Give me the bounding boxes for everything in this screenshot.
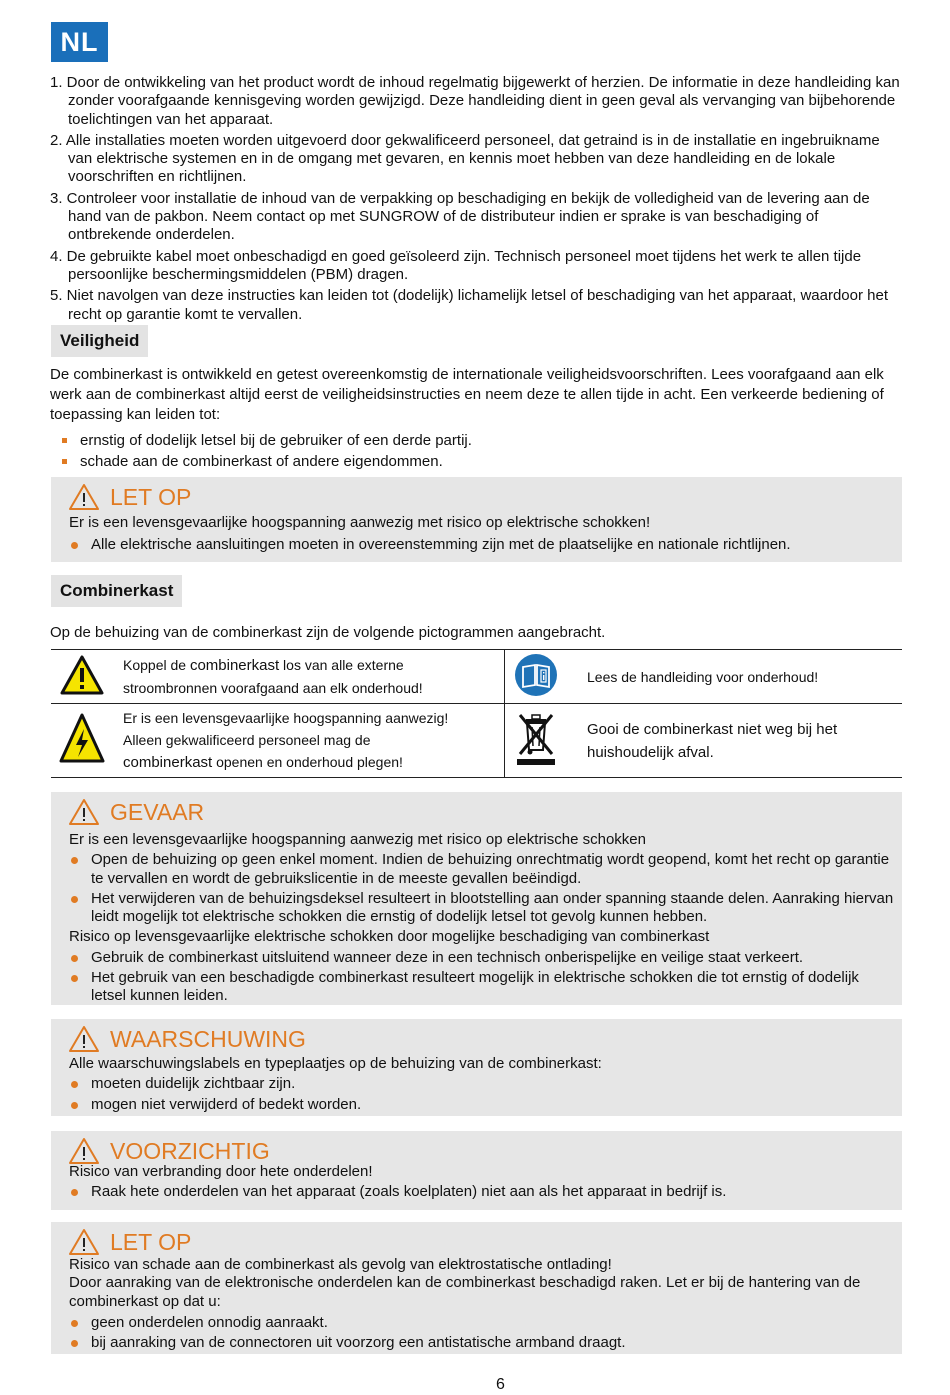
warning-icon: [68, 798, 100, 826]
caution-box: [51, 1131, 902, 1210]
notice-line: Risico van schade aan de combinerkast als gevolg van elektrostatische ontlading!: [69, 1256, 612, 1273]
intro-list: [50, 74, 900, 327]
warning-title: [68, 1025, 306, 1053]
section-heading-safety: Veiligheid: [51, 325, 148, 357]
danger-title-text: GEVAAR: [110, 798, 205, 825]
warning-title-text: WAARSCHUWING: [110, 1025, 306, 1052]
list-item: 3. Controleer voor installatie de inhoud van de verpakking op beschadiging en bekijk de volledigheid van de levering aan de hand van de pakbon. Neem contact op met SUNGROW of de distributeur indien er sprake is van beschadiging of ontbrekende onderdelen.: [50, 189, 870, 244]
list-item: Het gebruik van een beschadigde combinerkast resulteert mogelijk in elektrische schokken die tot ernstig of dodelijk letsel kunnen leiden.: [69, 969, 894, 1006]
notice-line: Er is een levensgevaarlijke hoogspanning aanwezig met risico op elektrische schokken!: [69, 514, 651, 531]
list-item: 4. De gebruikte kabel moet onbeschadigd en goed geïsoleerd zijn. Technisch personeel moet tijdens het werk te allen tijde persoonlijke beschermingsmiddelen (PBM) dragen.: [50, 247, 862, 283]
notice-title-text: LET OP: [110, 483, 192, 510]
warning-icon: [68, 1137, 100, 1165]
read-manual-icon: [514, 653, 558, 697]
list-item: bij aanraking van de connectoren uit voorzorg een antistatische armband draagt.: [69, 1334, 894, 1352]
notice-title: [68, 483, 191, 511]
pictogram-text-emph: combinerkast: [123, 754, 213, 771]
list-item: moeten duidelijk zichtbaar zijn.: [69, 1075, 894, 1093]
danger-title: [68, 798, 204, 826]
pictogram-text-emph: combinerkast: [189, 657, 280, 674]
language-badge: NL: [51, 22, 108, 62]
caution-title-text: VOORZICHTIG: [110, 1137, 270, 1164]
weee-bin-icon: [515, 710, 557, 768]
warning-line: Alle waarschuwingslabels en typeplaatjes op de behuizing van de combinerkast:: [69, 1055, 602, 1072]
warning-icon: [68, 1228, 100, 1256]
list-item: 1. Door de ontwikkeling van het product wordt de inhoud regelmatig bijgewerkt of herzien. De informatie in deze handleiding kan zonder voorafgaande kennisgeving worden gewijzigd. Deze handleiding dient in geen geval als vervanging van bijbehorende toelichtingen van het apparaat.: [50, 74, 900, 128]
list-item: 5. Niet navolgen van deze instructies kan leiden tot (dodelijk) lichamelijk letsel of beschadiging van het apparaat, waardoor het recht op garantie komt te vervallen.: [50, 287, 888, 323]
list-item: ernstig of dodelijk letsel bij de gebruiker of een derde partij.: [62, 430, 472, 451]
pictogram-text: openen en onderhoud plegen!: [212, 754, 403, 770]
pictogram-table: [51, 649, 902, 778]
list-item: 2. Alle installaties moeten worden uitgevoerd door gekwalificeerd personeel, dat getraind is in de installatie en ingebruikname van elektrische systemen en in de omgang met gevaren, en kennis moet hebben van deze handleiding en de lokale voorschriften en richtlijnen.: [50, 131, 880, 186]
pictogram-text: stroombronnen voorafgaand aan elk onderhoud!: [123, 680, 423, 696]
list-item: Het verwijderen van de behuizingsdeksel resulteert in blootstelling aan onder spanning staande delen. Aanraking hiervan leidt mogelijk tot elektrische schokken die ernstig of dodelijk letsel tot gevolg kunnen hebben.: [69, 890, 894, 927]
warning-icon: [68, 1025, 100, 1053]
notice-title: [68, 1228, 191, 1256]
list-item: Alle elektrische aansluitingen moeten in overeenstemming zijn met de plaatselijke en nationale richtlijnen.: [69, 536, 894, 554]
pictogram-text: Lees de handleiding voor onderhoud!: [567, 650, 902, 704]
general-warning-icon: [60, 655, 104, 695]
list-item: Gebruik de combinerkast uitsluitend wanneer deze in een technisch onberispelijke en veilige staat verkeert.: [69, 949, 894, 967]
notice-title-text: LET OP: [110, 1228, 192, 1255]
list-item: Raak hete onderdelen van het apparaat (zoals koelplaten) niet aan als het apparaat in bedrijf is.: [69, 1183, 894, 1201]
pictogram-text: Alleen gekwalificeerd personeel mag de: [123, 732, 371, 748]
notice-box: [51, 477, 902, 562]
danger-line: Risico op levensgevaarlijke elektrische schokken door mogelijke beschadiging van combinerkast: [69, 928, 710, 946]
caution-line: Risico van verbranding door hete onderdelen!: [69, 1163, 373, 1180]
list-item: geen onderdelen onnodig aanraakt.: [69, 1314, 894, 1332]
section-heading-combiner: Combinerkast: [51, 575, 182, 607]
list-item: Open de behuizing op geen enkel moment. Indien de behuizing onrechtmatig wordt geopend, komt het recht op garantie te vervallen en wordt de gebruikslicentie in de meeste gevallen beëindigd.: [69, 851, 894, 888]
danger-box: [51, 792, 902, 1005]
notice-line: Door aanraking van de elektronische onderdelen kan de combinerkast beschadigd raken. Let er bij de hantering van de combinerkast op dat u:: [69, 1274, 861, 1310]
pictogram-text: los van alle externe: [279, 657, 404, 673]
list-item: schade aan de combinerkast of andere eigendommen.: [62, 451, 472, 472]
pictogram-text: Gooi de combinerkast niet weg bij het: [587, 720, 838, 738]
high-voltage-icon: [59, 713, 105, 765]
combiner-paragraph: Op de behuizing van de combinerkast zijn de volgende pictogrammen aangebracht.: [50, 624, 606, 641]
pictogram-text: Er is een levensgevaarlijke hoogspanning aanwezig!: [123, 710, 449, 726]
pictogram-text: Koppel de: [123, 657, 190, 673]
warning-icon: [68, 483, 100, 511]
safety-list: [62, 430, 472, 472]
caution-title: [68, 1137, 270, 1165]
list-item: mogen niet verwijderd of bedekt worden.: [69, 1096, 894, 1114]
pictogram-text: huishoudelijk afval.: [587, 743, 714, 761]
danger-line: Er is een levensgevaarlijke hoogspanning aanwezig met risico op elektrische schokken: [69, 831, 646, 848]
page-number: 6: [496, 1376, 505, 1393]
notice-box: [51, 1222, 902, 1354]
safety-paragraph: De combinerkast is ontwikkeld en getest overeenkomstig de internationale veiligheidsvoorschriften. Lees voorafgaand aan elk werk aan de combinerkast altijd eerst de veiligheidsinstructies en neem deze te allen tijde in acht. Een verkeerde bediening of toepassing kan leiden tot:: [50, 366, 884, 423]
warning-box: [51, 1019, 902, 1116]
